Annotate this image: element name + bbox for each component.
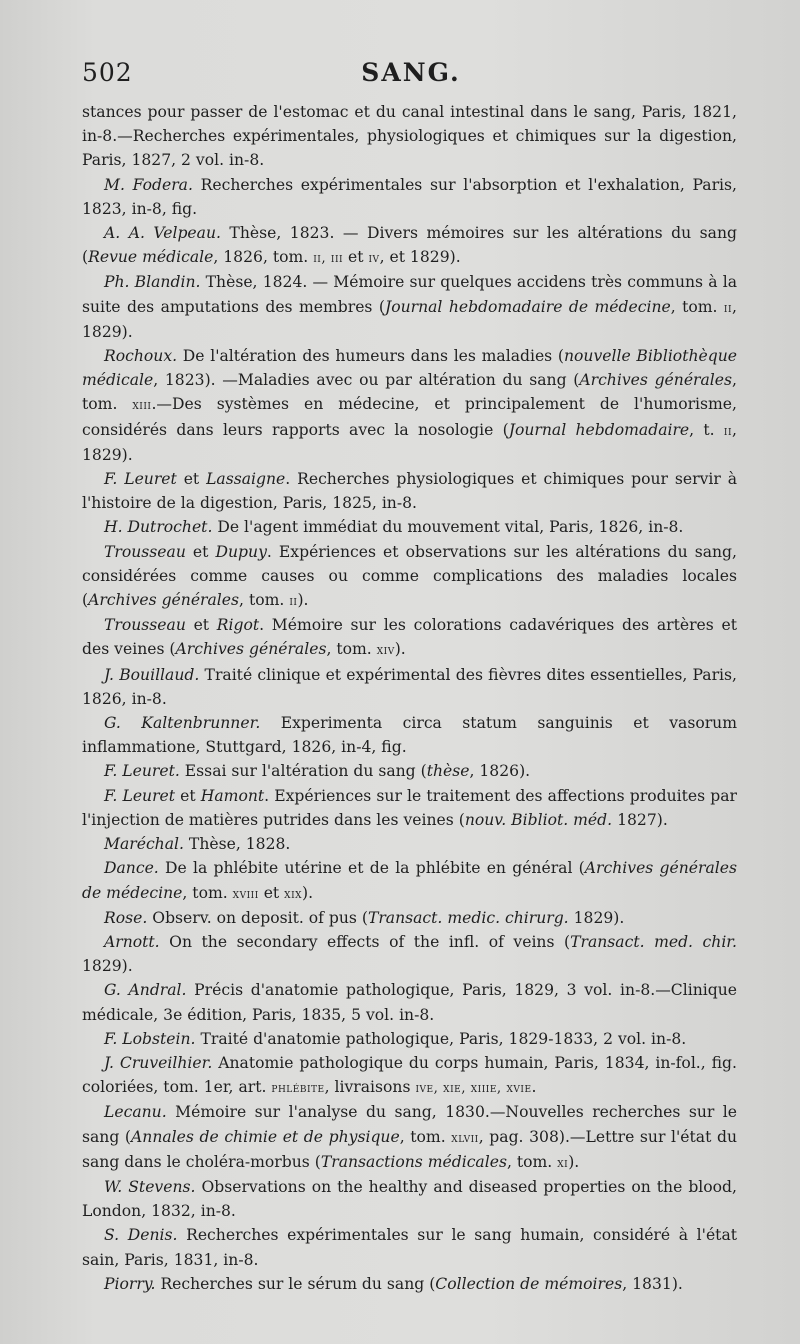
entry-smallcaps: xiii [132,397,152,414]
entry-title-italic: Transact. medic. chirurg. [367,908,569,927]
entry-title-italic: Collection de mémoires [435,1274,623,1293]
entry-text: Experimenta circa statum sanguinis et vasorum inflammatione, Stuttgard, 1826, in-4, fig. [82,714,737,757]
bibliography-entry [82,1223,737,1271]
entry-text: Traité clinique et expérimental des fièvres dites essentielles, Paris, 1826, in-8. [82,665,737,708]
entry-text: et [258,883,285,902]
entry-author: Lecanu. [104,1103,167,1122]
entry-text: stances pour passer de l'estomac et du canal intestinal dans le sang, Paris, 1821, in-8.—Recherches expérimentales, physiologiques et chimiques sur la digestion, Paris, 1827, 2 vol. in-8. [82,103,737,170]
page-header [82,58,740,94]
bibliography-entry [82,856,737,905]
entry-smallcaps: xiv [376,642,395,659]
entry-title-italic: Rigot [216,616,260,635]
entry-title-italic: Lassaigne [206,470,286,489]
entry-title-italic: Annales de chimie et de physique [131,1127,400,1146]
entry-text: . Expériences sur le traitement des affections produites par l'injection de matières putrides dans les veines ( [82,786,737,829]
entry-title-italic: Hamont [200,786,265,805]
entry-text: De l'altération des humeurs dans les maladies ( [177,347,564,366]
bibliography-entry [82,711,737,759]
entry-smallcaps: ive, xie, xiiie, xvie [415,1080,532,1097]
entry-author: S. Denis. [104,1226,178,1245]
entry-title-italic: Transact. med. chir. [570,932,738,951]
entry-smallcaps: xix [284,885,303,902]
entry-text: ). [297,591,309,610]
entry-text: , tom. [326,640,377,659]
bibliography-entry [82,221,737,270]
entry-smallcaps: ii, iii [313,250,344,267]
entry-text: , tom. [670,297,724,316]
entry-text: et [176,470,207,489]
entry-author: F. Leuret [104,470,177,489]
entry-title-italic: nouvelle Bibliothèque médicale [82,347,737,390]
bibliography-entry [82,173,737,221]
entry-author: J. Bouillaud. [104,665,200,684]
entry-title-italic: thèse [426,762,470,781]
entry-author: Trousseau [104,616,186,635]
entry-text: Observ. on deposit. of pus ( [147,908,368,927]
entry-text: , 1829). [82,297,738,341]
bibliography-entry [82,540,737,614]
entry-text: Recherches expérimentales sur le sang humain, considéré à l'état sain, Paris, 1831, in-8. [82,1226,738,1269]
entry-text: , 1826, tom. [213,248,314,267]
entry-text: Thèse, 1824. — Mémoire sur quelques accidens très communs à la suite des amputations des membres ( [82,273,737,316]
bibliography-entry [82,978,737,1026]
entry-author: A. A. Velpeau. [104,224,221,243]
entry-title-italic: Archives générales [579,371,733,390]
entry-smallcaps: ii [289,593,298,610]
entry-author: M. Fodera. [104,175,193,194]
running-title: SANG. [361,58,461,87]
entry-author: H. Dutrochet. [104,518,213,537]
entry-title-italic: Dupuy [215,542,267,561]
entry-text: , tom. [182,883,233,902]
entry-smallcaps: xviii [232,885,259,902]
entry-text: Précis d'anatomie pathologique, Paris, 1829, 3 vol. in-8.—Clinique médicale, 3e édition, Paris, 1835, 5 vol. in-8. [82,981,737,1024]
entry-text: et [343,248,369,267]
entry-text: Thèse, 1828. [183,835,291,854]
entry-text: , 1829). [82,420,737,464]
bibliography-entry [82,1272,737,1296]
entry-text: . [531,1078,537,1097]
entry-text: ). [394,640,406,659]
entry-title-italic: Archives générales de médecine [82,859,738,902]
bibliography-entry [82,663,737,711]
entry-smallcaps: iv [368,250,380,267]
entry-text: . Mémoire sur les colorations cadavériques des artères et des veines ( [82,616,737,659]
entry-text: . Recherches physiologiques et chimiques pour servir à l'histoire de la digestion, Paris, 1825, in-8. [82,470,737,513]
entry-author: Trousseau [104,542,186,561]
bibliography-entry [82,467,737,515]
bibliography-entry [82,1100,737,1175]
entry-text: , pag. 308).—Lettre sur l'état du sang dans le choléra-morbus ( [82,1127,737,1171]
entry-text: 1829). [568,908,625,927]
entry-text: , tom. [239,591,290,610]
entry-text: Observations on the healthy and diseased properties on the blood, London, 1832, in-8. [82,1177,737,1221]
entry-text: , tom. [506,1152,558,1171]
entry-title-italic: Archives générales [88,591,240,610]
entry-text: Essai sur l'altération du sang ( [179,762,427,781]
entry-title-italic: Journal hebdomadaire de médecine [384,297,671,316]
entry-smallcaps: phlébite [271,1080,325,1097]
entry-smallcaps: xlvii [451,1129,479,1146]
page-number: 502 [82,58,133,87]
entry-smallcaps: ii [723,299,733,316]
entry-text: et [185,542,216,561]
entry-text: , tom. [82,371,737,414]
entry-title-italic: Journal hebdomadaire [508,420,690,439]
entry-author: F. Leuret. [104,762,180,781]
bibliography-entry [82,100,737,173]
entry-text: Anatomie pathologique du corps humain, Paris, 1834, in-fol., fig. coloriées, tom. 1er, art. [82,1053,737,1097]
bibliography-entry [82,1027,737,1051]
bibliography-entry [82,515,737,539]
bibliography-entry [82,613,737,662]
entry-text: On the secondary effects of the infl. of veins ( [159,932,571,951]
entry-author: Maréchal. [104,835,184,854]
entry-text: et [185,616,217,635]
entry-author: G. Kaltenbrunner. [104,714,261,733]
entry-text: ). [568,1152,580,1171]
entry-text: 1827). [612,810,668,829]
entry-title-italic: Transactions médicales [320,1152,507,1171]
entry-text: , livraisons [324,1078,416,1097]
entry-author: J. Cruveilhier. [104,1053,213,1072]
bibliography-entry [82,832,737,856]
entry-author: Ph. Blandin. [104,273,201,292]
entry-text: , 1826). [469,762,531,781]
entry-author: Piorry. [104,1274,156,1293]
bibliography-entry [82,344,737,467]
entry-smallcaps: xi [557,1154,569,1171]
bibliography-entry [82,1051,737,1100]
bibliography-entry [82,759,737,783]
bibliography-entry [82,784,737,832]
entry-text: .—Des systèmes en médecine, et principalement de l'humorisme, considérés dans leurs rapports avec la nosologie ( [82,395,737,439]
bibliography-entry [82,1175,737,1223]
entry-text: Thèse, 1823. — Divers mémoires sur les altérations du sang ( [82,224,737,267]
entry-author: Dance. [104,859,159,878]
entry-title-italic: Revue médicale [88,248,214,267]
entry-text: De l'agent immédiat du mouvement vital, Paris, 1826, in-8. [212,518,684,537]
entry-author: Rose. [104,908,148,927]
entry-author: G. Andral. [104,981,187,1000]
entry-title-italic: Archives générales [175,640,327,659]
entry-author: Arnott. [104,932,160,951]
entry-text: 1829). [82,957,133,976]
entry-text: ). [302,883,314,902]
bibliography-entry [82,930,737,978]
bibliography-text [82,100,737,1296]
entry-text: , 1831). [622,1274,683,1293]
entry-text: , t. [689,420,724,439]
entry-text: Recherches expérimentales sur l'absorption et l'exhalation, Paris, 1823, in-8, fig. [82,175,737,218]
entry-author: W. Stevens. [104,1177,196,1196]
bibliography-entry [82,906,737,930]
entry-text: Recherches sur le sérum du sang ( [155,1274,436,1293]
entry-text: Mémoire sur l'analyse du sang, 1830.—Nouvelles recherches sur le sang ( [82,1103,737,1146]
entry-text: Traité d'anatomie pathologique, Paris, 1829-1833, 2 vol. in-8. [195,1029,687,1048]
bibliography-entry [82,270,737,344]
entry-text: , et 1829). [379,248,461,267]
entry-text: . Expériences et observations sur les altérations du sang, considérées comme causes ou comme complications des maladies locales ( [82,542,737,610]
entry-title-italic: nouv. Bibliot. méd. [464,810,613,829]
entry-text: et [175,786,201,805]
entry-smallcaps: ii [723,422,733,439]
entry-text: , tom. [399,1127,452,1146]
entry-author: Rochoux. [104,347,178,366]
entry-text: , 1823). —Maladies avec ou par altération du sang ( [153,371,580,390]
entry-author: F. Lobstein. [104,1029,196,1048]
entry-text: De la phlébite utérine et de la phlébite en général ( [158,859,585,878]
entry-author: F. Leuret [104,786,176,805]
